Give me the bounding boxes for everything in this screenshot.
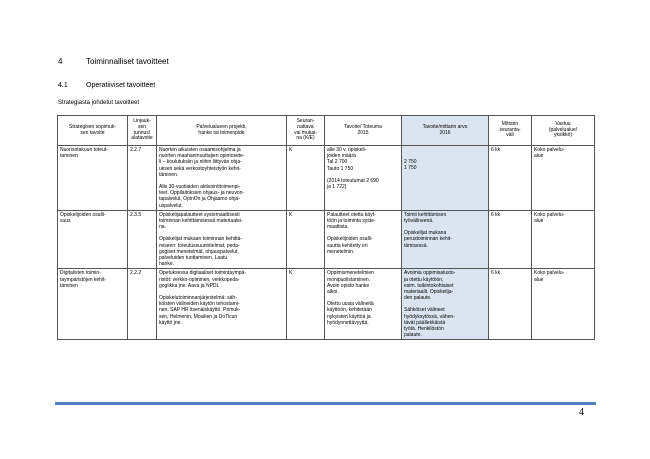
project-cell-paragraph: Opiskelijapalautteet systemaattisesti toiminnan kehittämisessä materiaalei- na. [159,211,243,231]
goal-cell: Opiskelijoiden osalli- suus [58,210,128,269]
target-2016-cell-paragraph: Avoimia oppimisalusto- ja otettu käyttöön, esim. tutkintokohtaiset materiaalit. Opiskelija- den palaute. [404,270,456,302]
subsection-title: Operatiiviset tavoitteet [86,82,156,89]
target-2015-cell-paragraph: Opiskelijoiden osalli- suutta kehitetty eri menetelmin. [327,236,373,255]
project-cell-paragraph: Nuorten aikuisten osaamisohjelma ja nuorten maahanmuuttajien opintosete- li – koulutuksiin ja niihin liittyvän ohja- uksen sekä verkostoyhteistyön kehit- täminen. [159,147,245,178]
column-header: Palvelualueen projekti, hanke tai toimenpide [157,116,287,146]
column-header: Seuran- nattava vai mukai- na (K/E) [287,116,325,146]
target-2016-cell-paragraph: 2 750 1 750 [404,159,417,172]
project-cell [157,146,287,211]
column-header: Linjauk- sen tunnus/ alatavoite [128,116,157,146]
project-cell-paragraph: Opetuksessa digitaaliset toimintaympä- ristöt: verkko-opiminen, verkkopeda- gogiikka jne. Aava ja NPDL [159,270,246,289]
code-cell: 2.2.7 [128,146,157,211]
target-2015-cell-paragraph: Palautteet otettu käyt- töön ja toiminta syste- maattista. [327,211,376,231]
responsible-cell: Koko palvelu- alue [532,146,595,211]
project-cell-paragraph: Opiskelutoiminnanjärjestelmä: säh- köisten välineiden käytön tehostami- nen. SAP HR itsenäiskäyttö. Primuk- sen, Helmenin, Mosilien ja DoTicun käyttö jne. [159,295,241,326]
responsible-cell: Koko palvelu- alue [532,269,595,340]
target-2015-cell [325,210,402,269]
project-cell [157,210,287,269]
column-header: Mittarin seuranta- väli [489,116,532,146]
target-2015-cell [325,146,402,211]
target-2016-cell-paragraph: Toimii kehittämisen työvälineenä. [404,211,447,225]
followed-cell: K [287,210,325,269]
target-2016-cell [402,269,489,340]
target-2015-cell-paragraph: Oppimismenetelmien monipuolistaminen. Avoin opisto hanke alkoi. [327,270,374,296]
section-number: 4 [58,57,63,66]
section-heading [58,57,169,66]
followed-cell: K [287,146,325,211]
goals-table [57,115,595,340]
responsible-cell: Koko palvelu- alue [532,210,595,269]
goal-cell: Digitalisten toimin- taympäristöjen kehit- täminen [58,269,128,340]
target-2016-cell-paragraph: Sähköiset välineet hyödyksytössä, vähen- tävät päällekkäistä työtä. Henkilöstön palaute. [404,307,455,339]
target-2015-cell-paragraph: Otettu uusia välineitä käyttöön, kehitetään nykyisten käyttöä ja hyödynnettävyyttä. [327,301,374,326]
interval-cell: 6 kk [489,146,532,211]
interval-cell: 6 kk [489,269,532,340]
target-2015-cell [325,269,402,340]
page-number: 4 [579,407,584,418]
column-header: Vastuu (palvelualue/ yksikkö) [532,116,595,146]
target-2015-cell-paragraph: (2014 toteutumat 2 690 ja 1 722) [327,177,379,191]
subsection-heading [58,82,155,89]
project-cell [157,269,287,340]
section-title: Toiminnalliset tavoitteet [86,57,169,66]
target-2015-cell-paragraph: alle 30 v. opiskeli- joiden määrä Tal 2 700 Tauto 1 750 [327,147,367,172]
column-header: Strategisen sopimuk- sen tavoite [58,116,128,146]
column-header: Tavoite/ Toteuma 2015 [325,116,402,146]
subsection-number: 4.1 [58,82,68,89]
goal-cell: Nuorisotakuun toteut- taminen [58,146,128,211]
project-cell-paragraph: Opiskelijat mukaan toiminnan kehittä- miseen: toteutussuunnitelmat, peda- gogiset menetelmät, ohjauspalvelut, palveluiden tuottaminen. Laatu hanke. [159,236,243,268]
interval-cell: 6 kk [489,210,532,269]
table-caption: Strategiasta johdetut tavoitteet [58,100,140,106]
column-header: Tavoite/mittarin arvo 2016 [402,116,489,146]
table-row [58,146,595,211]
code-cell: 2.2.2 [128,269,157,340]
table-row [58,269,595,340]
footer-divider [55,402,596,405]
table-header-row [58,116,595,146]
followed-cell: K [287,269,325,340]
target-2016-cell [402,210,489,269]
table-row [58,210,595,269]
code-cell: 2.3.5 [128,210,157,269]
project-cell-paragraph: Alle 30-vuotiaiden aktivointitoimenpi- teet. Oppilaitoksien ohjaus- ja neuvon- tapalvelut, OpinOn ja Ohjaamo ohja- uspalvelut. [159,184,245,209]
target-2016-cell-paragraph: Opiskelijat mukana perustoiminnan kehit- tämisessä. [404,230,452,249]
target-2016-cell [402,146,489,211]
